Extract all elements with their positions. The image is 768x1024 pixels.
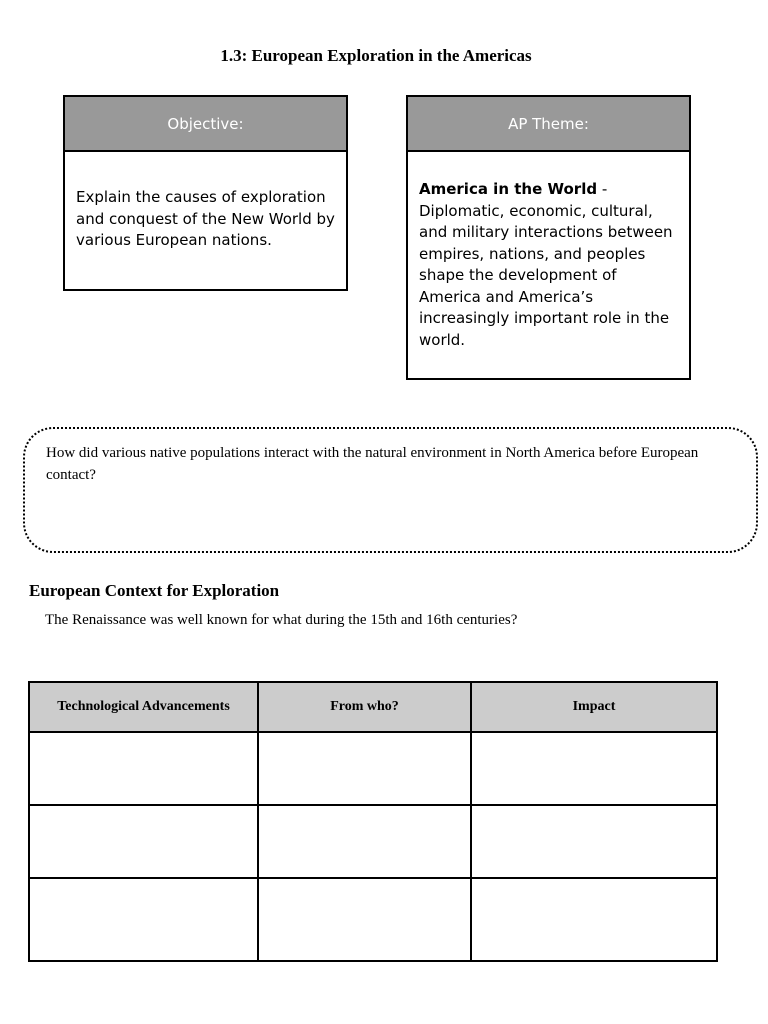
ap-theme-separator: -: [597, 180, 608, 198]
ap-theme-description: Diplomatic, economic, cultural, and military interactions between empires, nations, and peoples shape the development of America and America’s increasingly important role in the world.: [419, 201, 673, 349]
table-header-row: [29, 682, 717, 732]
column-header-technological-advancements: Technological Advancements: [29, 682, 258, 732]
table-row: [29, 878, 717, 961]
objective-box: [63, 95, 348, 291]
table-cell[interactable]: [258, 805, 471, 878]
ap-theme-box: [406, 95, 691, 380]
table-cell[interactable]: [29, 878, 258, 961]
native-populations-question-box[interactable]: [23, 427, 758, 553]
table-row: [29, 732, 717, 805]
objective-header: Objective:: [65, 97, 346, 152]
ap-theme-name: America in the World: [419, 180, 598, 198]
section-heading: European Context for Exploration: [29, 581, 280, 600]
table-cell[interactable]: [258, 732, 471, 805]
table-cell[interactable]: [471, 805, 717, 878]
column-header-impact: Impact: [471, 682, 717, 732]
objective-text: Explain the causes of exploration and conquest of the New World by various European nations.: [76, 188, 335, 249]
table-cell[interactable]: [29, 805, 258, 878]
ap-theme-text: [408, 152, 689, 351]
native-populations-question: How did various native populations interact with the natural environment in North America before European contact?: [46, 445, 699, 483]
technology-table: [28, 681, 718, 962]
table-cell[interactable]: [471, 878, 717, 961]
table-cell[interactable]: [258, 878, 471, 961]
page-title: 1.3: European Exploration in the Americas: [220, 46, 532, 65]
ap-theme-header: AP Theme:: [408, 97, 689, 152]
table-cell[interactable]: [471, 732, 717, 805]
renaissance-question: The Renaissance was well known for what during the 15th and 16th centuries?: [45, 612, 518, 628]
table-cell[interactable]: [29, 732, 258, 805]
column-header-from-who: From who?: [258, 682, 471, 732]
table-row: [29, 805, 717, 878]
